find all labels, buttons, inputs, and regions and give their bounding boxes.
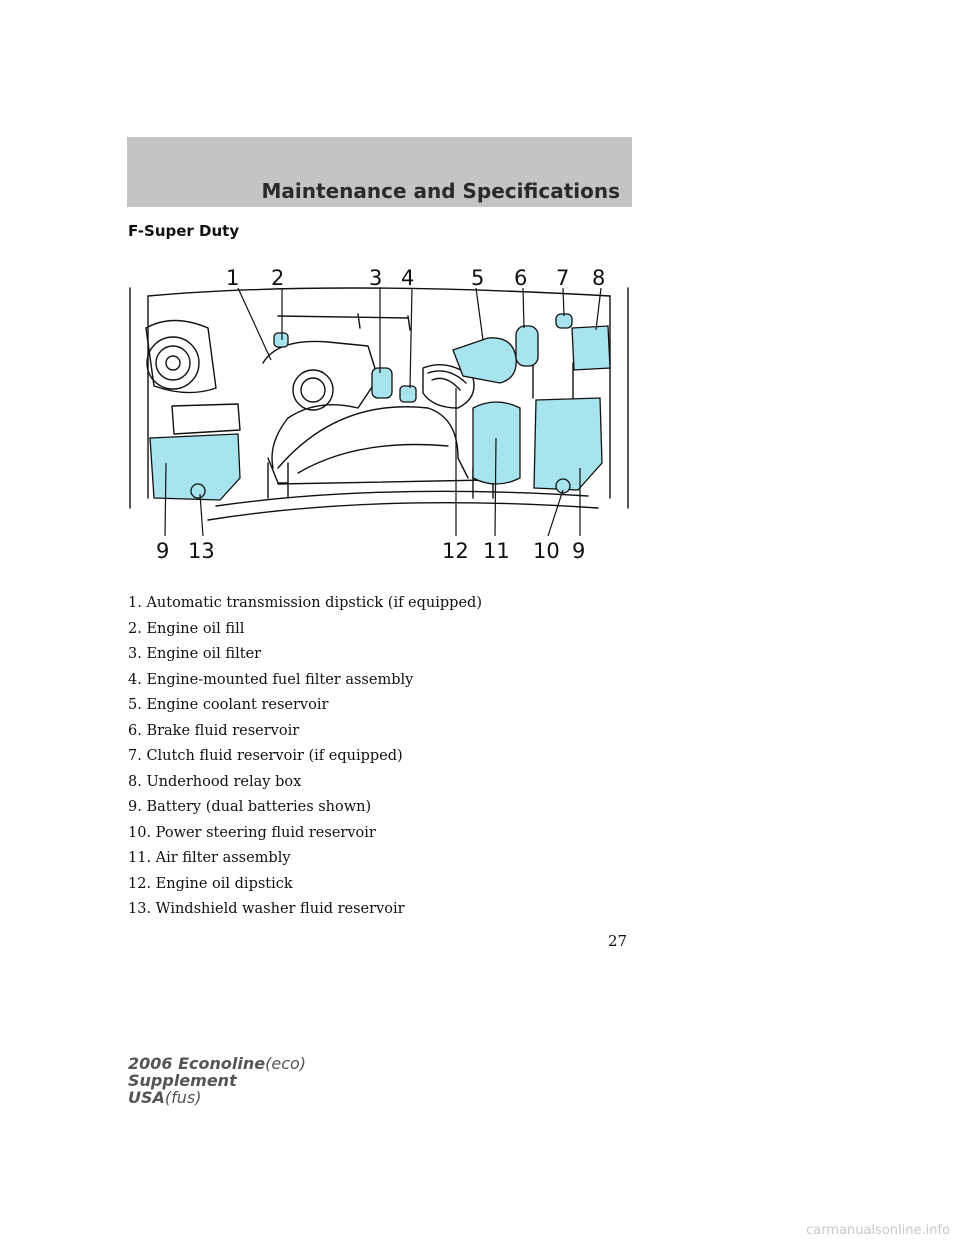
footer-model-code: (eco) [265, 1054, 307, 1073]
legend-item: 3. Engine oil filter [128, 646, 262, 662]
footer-supplement: Supplement [128, 1071, 237, 1090]
callout-12: 12 [442, 539, 469, 563]
legend-item: 5. Engine coolant reservoir [128, 697, 329, 713]
legend-item: 8. Underhood relay box [128, 773, 302, 790]
callout-7: 7 [556, 266, 570, 290]
engine-compartment-figure [128, 258, 630, 576]
legend-item: 2. Engine oil fill [128, 620, 245, 637]
callout-10: 10 [533, 539, 560, 563]
section-header-band [127, 137, 632, 207]
callout-9-left: 9 [156, 539, 170, 563]
figure-heading: F-Super Duty [128, 222, 240, 240]
site-watermark: carmanualsonline.info [806, 1223, 950, 1238]
legend-item: 10. Power steering fluid reservoir [128, 824, 376, 841]
callout-3: 3 [369, 266, 383, 290]
footer-line-2 [128, 1072, 306, 1089]
callout-2: 2 [271, 266, 285, 290]
legend-item: 1. Automatic transmission dipstick (if equipped) [128, 595, 482, 611]
callout-11: 11 [483, 539, 510, 563]
callout-6: 6 [514, 266, 528, 290]
legend-item: 11. Air filter assembly [128, 850, 291, 866]
callout-5: 5 [471, 266, 485, 290]
callout-4: 4 [401, 266, 415, 290]
legend-item: 13. Windshield washer fluid reservoir [128, 901, 405, 917]
page-number: 27 [608, 932, 628, 950]
footer-region-code: (fus) [164, 1088, 202, 1107]
callout-9-right: 9 [572, 539, 586, 563]
engine-diagram-svg [128, 258, 630, 576]
footer-region: USA [128, 1088, 165, 1107]
legend-item: 9. Battery (dual batteries shown) [128, 799, 372, 815]
callout-8: 8 [592, 266, 606, 290]
component-legend-list [128, 591, 482, 923]
callout-13: 13 [188, 539, 215, 563]
footer-model: 2006 Econoline [128, 1054, 266, 1073]
section-header-title: Maintenance and Specifications [261, 179, 620, 203]
legend-item: 7. Clutch fluid reservoir (if equipped) [128, 748, 403, 764]
legend-item: 12. Engine oil dipstick [128, 875, 293, 892]
callout-1: 1 [226, 266, 240, 290]
legend-item: 6. Brake fluid reservoir [128, 722, 300, 739]
footer-line-1 [128, 1055, 306, 1072]
legend-item: 4. Engine-mounted fuel filter assembly [128, 671, 414, 688]
document-footer [128, 1055, 306, 1106]
footer-line-3 [128, 1089, 306, 1106]
